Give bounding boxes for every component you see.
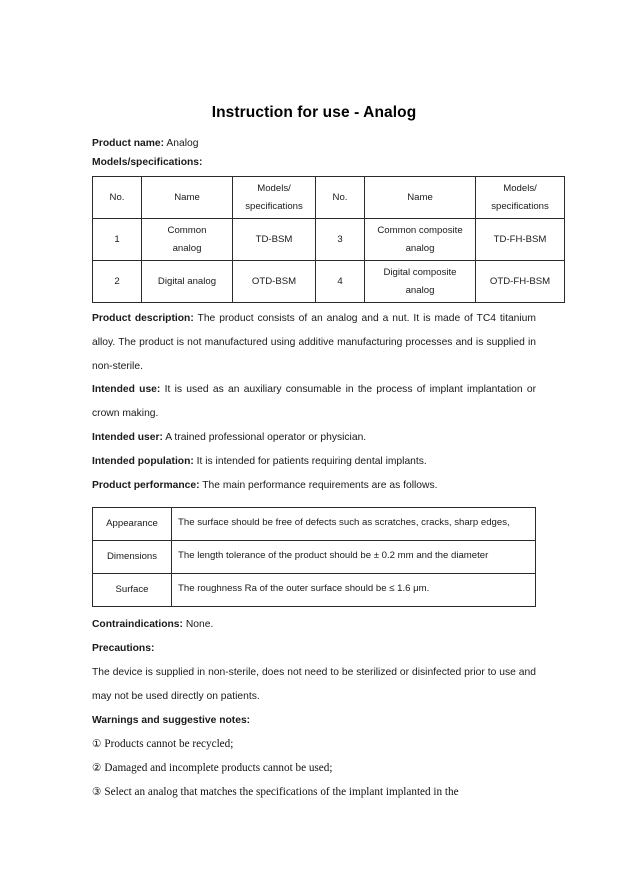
perf-label-cell — [93, 508, 172, 541]
header-cell-no-1 — [93, 177, 142, 219]
cell-name-a-line2: analog — [172, 242, 202, 254]
precautions-label: Precautions: — [92, 643, 155, 655]
note-text: Products cannot be recycled; — [104, 738, 234, 751]
cell-model-b: TD-FH-BSM — [476, 219, 565, 261]
product-name-line — [92, 135, 536, 154]
product-performance-text: The main performance requirements are as follows. — [199, 479, 438, 491]
cell-no-a: 2 — [93, 261, 142, 303]
intended-use-label: Intended use: — [92, 384, 161, 396]
cell-name-a-line1: Digital analog — [157, 275, 217, 287]
contraindications-paragraph — [92, 613, 536, 637]
perf-label-cell — [93, 541, 172, 574]
header-cell-models-1 — [233, 177, 316, 219]
header-models-1-line1: Models/ — [257, 183, 291, 194]
page-title: Instruction for use - Analog — [211, 104, 417, 121]
perf-desc-cell — [172, 541, 536, 574]
table-row — [93, 541, 536, 574]
product-description-label: Product description: — [92, 313, 194, 324]
cell-name-b-line1: Common composite — [377, 225, 463, 236]
header-name-1-line1: Name — [174, 191, 200, 203]
perf-desc-line1: The length tolerance of the product should be ± 0.2 mm and the diameter — [178, 550, 489, 562]
perf-desc-cell — [172, 574, 536, 607]
cell-model-a: TD-BSM — [233, 219, 316, 261]
header-cell-name-2 — [365, 177, 476, 219]
table-row — [93, 508, 536, 541]
precautions-heading — [92, 637, 536, 661]
list-item — [92, 780, 536, 804]
cell-model-a: OTD-BSM — [233, 261, 316, 303]
cell-no-b: 4 — [316, 261, 365, 303]
contraindications-label: Contraindications: — [92, 619, 183, 631]
product-description-text: The product consists of an analog and a nut. It is made of TC4 titanium alloy. The product is not manufactured using additive manufacturing processes and is supplied in non-sterile. — [92, 313, 536, 372]
cell-no-a: 1 — [93, 219, 142, 261]
circled-number-2-icon: ② — [92, 762, 102, 775]
perf-desc-appearance — [172, 508, 535, 540]
perf-desc-line1: The roughness Ra of the outer surface should be ≤ 1.6 μm. — [178, 583, 430, 595]
perf-desc-line1: The surface should be free of defects such as scratches, cracks, sharp edges, — [178, 517, 510, 529]
precautions-paragraph: The device is supplied in non-sterile, does not need to be sterilized or disinfected prior to use and may not be used directly on patients. — [92, 666, 536, 702]
product-description-paragraph — [92, 307, 536, 378]
header-cell-name-1 — [142, 177, 233, 219]
header-cell-no-2 — [316, 177, 365, 219]
perf-desc-dimensions — [172, 541, 535, 573]
perf-label-dimensions: Dimensions — [106, 551, 158, 563]
perf-label-appearance: Appearance — [106, 518, 158, 530]
perf-desc-surface — [172, 574, 535, 606]
models-specifications-table — [92, 176, 565, 303]
table-row — [93, 219, 565, 261]
note-text: Select an analog that matches the specifications of the implant implanted in the — [104, 786, 459, 799]
product-name-label: Product name: — [92, 138, 165, 149]
header-no-2-line1: No. — [332, 191, 348, 203]
header-no-1-line1: No. — [109, 191, 125, 203]
list-item — [92, 756, 536, 780]
product-name-value: Analog — [164, 138, 199, 149]
list-item — [92, 732, 536, 756]
intended-use-text: It is used as an auxiliary consumable in the process of implant implantation or crown making. — [92, 384, 536, 420]
cell-name-b-line1: Digital composite — [383, 267, 457, 278]
intended-population-label: Intended population: — [92, 455, 194, 467]
cell-name-b-line2: analog — [405, 284, 435, 296]
cell-model-b: OTD-FH-BSM — [476, 261, 565, 303]
intended-use-paragraph — [92, 378, 536, 426]
cell-name-b — [365, 261, 476, 303]
header-models-2-line1: Models/ — [503, 183, 537, 194]
cell-name-b-line2: analog — [405, 242, 435, 254]
table-row — [93, 261, 565, 303]
cell-name-a — [142, 219, 233, 261]
cell-name-a — [142, 261, 233, 303]
perf-label-cell — [93, 574, 172, 607]
product-performance-label: Product performance: — [92, 479, 200, 491]
contraindications-text: None. — [182, 619, 214, 631]
circled-number-1-icon: ① — [92, 738, 102, 751]
cell-name-b — [365, 219, 476, 261]
warnings-label: Warnings and suggestive notes: — [92, 714, 251, 726]
document-content — [92, 104, 551, 804]
table-header-row — [93, 177, 565, 219]
cell-no-b: 3 — [316, 219, 365, 261]
note-text: Damaged and incomplete products cannot be used; — [104, 762, 333, 775]
perf-label-surface: Surface — [115, 584, 149, 596]
header-cell-models-2 — [476, 177, 565, 219]
header-name-2-line1: Name — [407, 191, 433, 203]
intended-user-label: Intended user: — [92, 431, 163, 443]
intended-user-paragraph — [92, 426, 536, 450]
models-label: Models/specifications: — [92, 156, 203, 168]
circled-number-3-icon: ③ — [92, 786, 102, 799]
intended-population-paragraph — [92, 450, 536, 474]
perf-desc-cell — [172, 508, 536, 541]
product-performance-paragraph — [92, 474, 536, 498]
cell-name-a-line1: Common — [167, 225, 207, 236]
header-models-2-line2: specifications — [491, 200, 549, 212]
intended-user-text: A trained professional operator or physician. — [162, 431, 367, 443]
performance-requirements-table — [92, 507, 536, 607]
models-heading — [92, 154, 536, 173]
warnings-heading — [92, 709, 536, 733]
intended-population-text: It is intended for patients requiring dental implants. — [193, 455, 427, 467]
table-row — [93, 574, 536, 607]
header-models-1-line2: specifications — [245, 200, 303, 212]
